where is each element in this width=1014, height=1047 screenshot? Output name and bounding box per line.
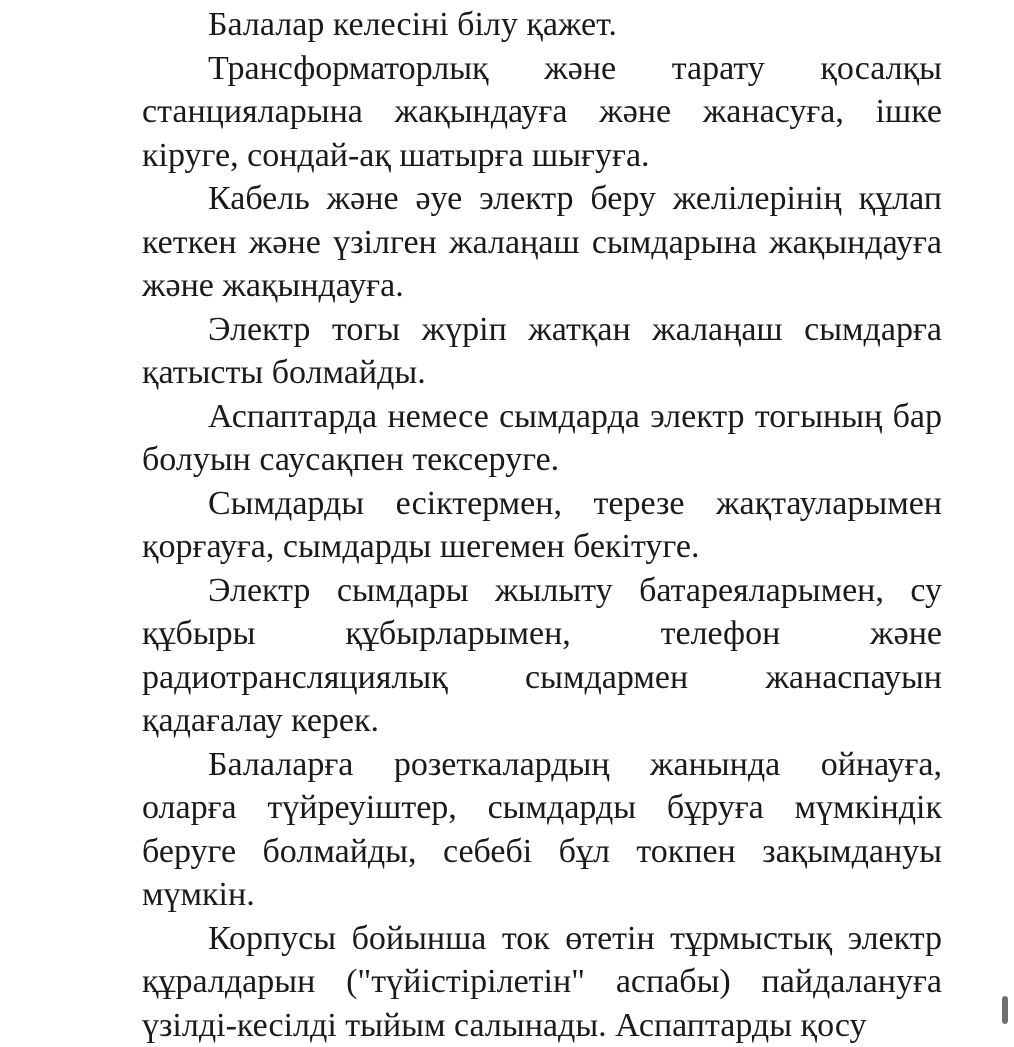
paragraph-substations: Трансформаторлық және тарату қосалқы станцияларына жақындауға және жанасуға, ішке кіруге, сондай-ақ шатырға шығуға. <box>142 47 942 178</box>
paragraph-wire-protection: Сымдарды есіктермен, терезе жақтауларымен қорғауға, сымдарды шегемен бекітуге. <box>142 482 942 569</box>
paragraph-wire-contact: Электр сымдары жылыту батареяларымен, су құбыры құбырларымен, телефон және радиотрансляциялық сымдармен жанаспауын қадағалау керек. <box>142 569 942 743</box>
paragraph-power-lines: Кабель және әуе электр беру желілерінің құлап кеткен және үзілген жалаңаш сымдарына жақындауға және жақындауға. <box>142 177 942 308</box>
paragraph-bare-wires: Электр тогы жүріп жатқан жалаңаш сымдарға қатысты болмайды. <box>142 308 942 395</box>
document-body <box>142 0 942 1047</box>
paragraph-sockets: Балаларға розеткалардың жанында ойнауға, оларға түйреуіштер, сымдарды бұруға мүмкіндік беруге болмайды, себебі бұл токпен зақымдануы мүмкін. <box>142 743 942 917</box>
paragraph-intro: Балалар келесіні білу қажет. <box>142 3 942 47</box>
paragraph-appliances: Корпусы бойынша ток өтетін тұрмыстық электр құралдарын ("түйістірілетін" аспабы) пайдалануға үзілді-кесілді тыйым салынады. Аспаптарды қосу <box>142 917 942 1047</box>
scroll-indicator[interactable] <box>1002 996 1008 1024</box>
paragraph-finger-test: Аспаптарда немесе сымдарда электр тогының бар болуын саусақпен тексеруге. <box>142 395 942 482</box>
